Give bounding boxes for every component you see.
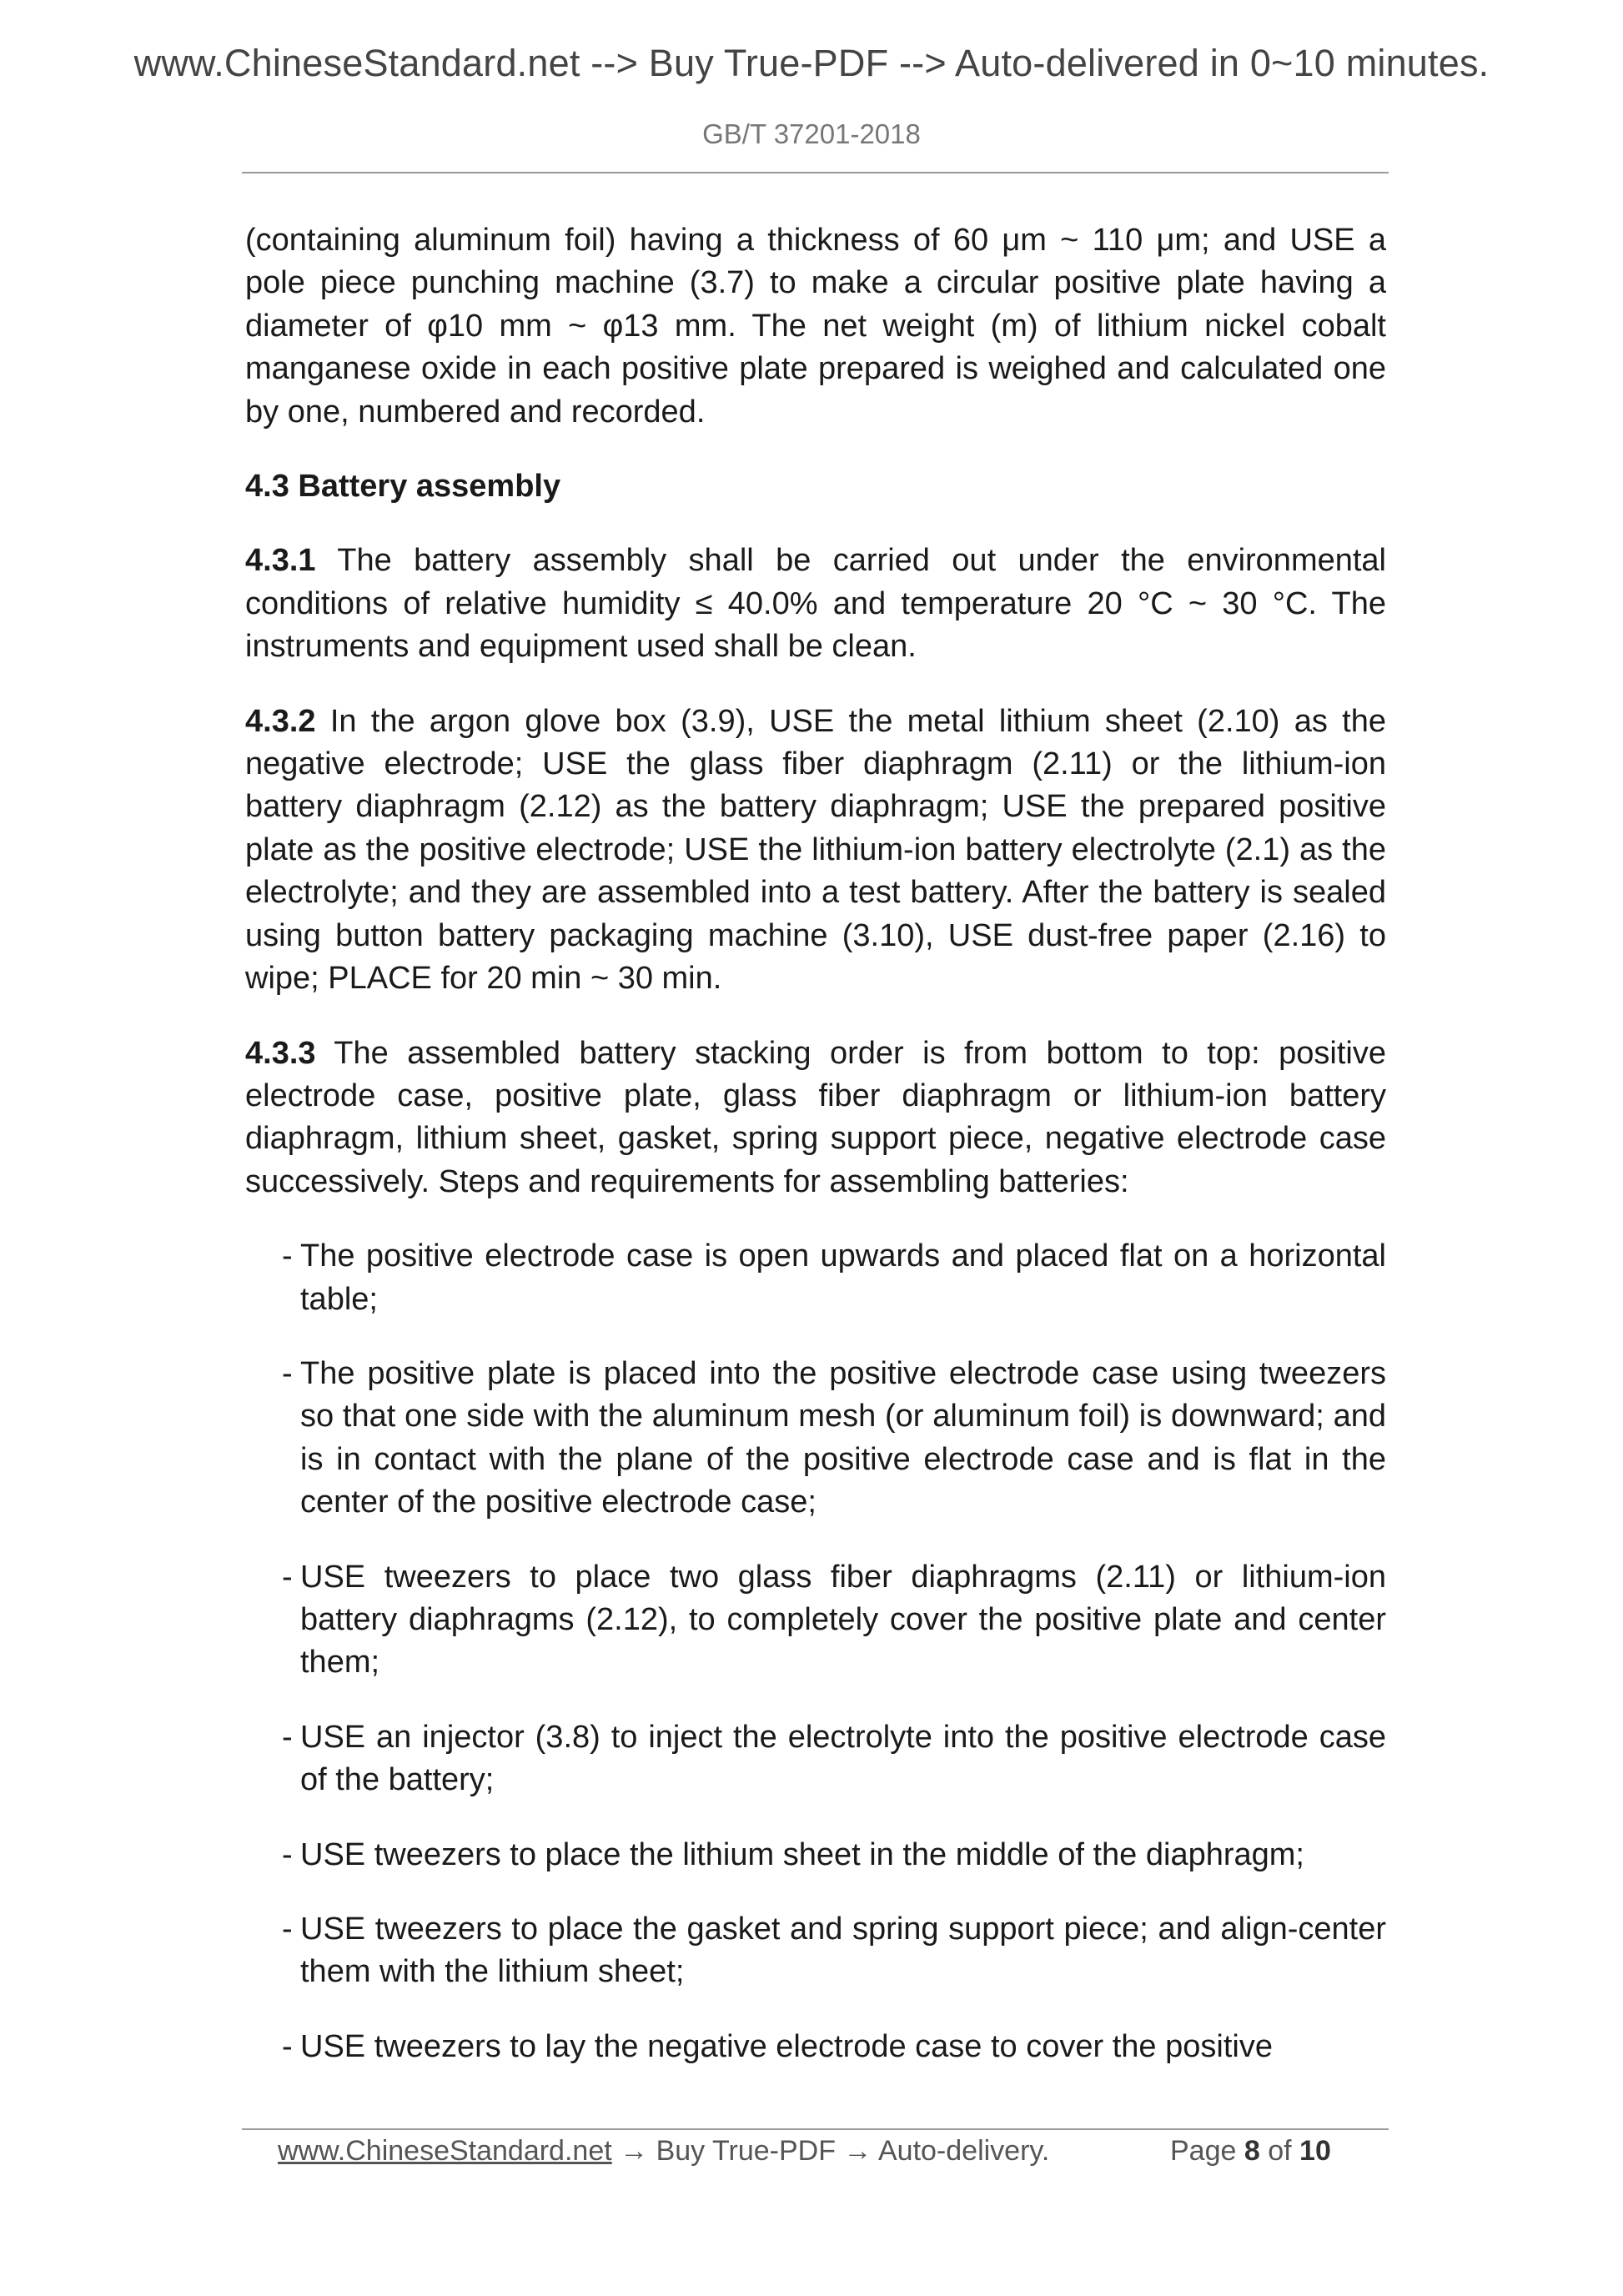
list-item (282, 1834, 1386, 1876)
list-item (282, 1908, 1386, 1994)
step-text: USE an injector (3.8) to inject the electrolyte into the positive electrode case of the battery; (300, 1719, 1386, 1798)
header-divider (242, 172, 1389, 173)
list-item (282, 2026, 1386, 2068)
list-marker: - (282, 2028, 293, 2064)
step-text: USE tweezers to lay the negative electrode case to cover the positive (300, 2028, 1273, 2064)
list-marker: - (282, 1836, 293, 1872)
assembly-steps-list (282, 1235, 1386, 2068)
step-text: USE tweezers to place two glass fiber diaphragms (2.11) or lithium-ion battery diaphragms (2.12), to completely cover the positive plate and center them; (300, 1559, 1386, 1681)
clause-number: 4.3.3 (245, 1035, 316, 1071)
clause-text: In the argon glove box (3.9), USE the metal lithium sheet (2.10) as the negative electrode; USE the glass fiber diaphragm (2.11) or the lithium-ion battery diaphragm (2.12) as the battery diaphragm; USE the prepared positive plate as the positive electrode; USE the lithium-ion battery electrolyte (2.1) as the electrolyte; and they are assembled into a test battery. After the battery is sealed using button battery packaging machine (3.10), USE dust-free paper (2.16) to wipe; PLACE for 20 min ~ 30 min. (245, 703, 1386, 997)
page-word: Page (1170, 2135, 1237, 2167)
top-banner: www.ChineseStandard.net --> Buy True-PDF --> Auto-delivered in 0~10 minutes. (133, 42, 1490, 84)
step-text: The positive electrode case is open upwards and placed flat on a horizontal table; (300, 1238, 1386, 1317)
footer-divider (242, 2128, 1389, 2130)
page-total: 10 (1299, 2135, 1331, 2167)
list-marker: - (282, 1355, 293, 1391)
clause-number: 4.3.1 (245, 543, 316, 579)
list-marker: - (282, 1559, 293, 1595)
page-current: 8 (1244, 2135, 1260, 2167)
list-item (282, 1556, 1386, 1685)
clause-text: The assembled battery stacking order is from bottom to top: positive electrode case, positive plate, glass fiber diaphragm or lithium-ion battery diaphragm, lithium sheet, gasket, spring support piece, negative electrode case successively. Steps and requirements for assembling batteries: (245, 1035, 1386, 1199)
of-word: of (1268, 2135, 1292, 2167)
footer-site-link[interactable]: www.ChineseStandard.net (278, 2135, 612, 2167)
intro-paragraph: (containing aluminum foil) having a thickness of 60 μm ~ 110 μm; and USE a pole piece punching machine (3.7) to make a circular positive plate having a diameter of φ10 mm ~ φ13 mm. The net weight (m) of lithium nickel cobalt manganese oxide in each positive plate prepared is weighed and calculated one by one, numbered and recorded. (245, 223, 1386, 430)
clause-4-3-3 (245, 1032, 1386, 1204)
footer-tagline: → Buy True-PDF → Auto-delivery. (611, 2135, 1050, 2167)
list-marker: - (282, 1912, 293, 1947)
list-item (282, 1235, 1386, 1321)
list-marker: - (282, 1719, 293, 1755)
list-item (282, 1353, 1386, 1525)
list-marker: - (282, 1238, 293, 1274)
list-item (282, 1716, 1386, 1802)
step-text: The positive plate is placed into the positive electrode case using tweezers so that one side with the aluminum mesh (or aluminum foil) is downward; and is in contact with the plane of the positive electrode case and is flat in the center of the positive electrode case; (300, 1355, 1386, 1520)
page-indicator (1170, 2135, 1331, 2168)
section-heading: 4.3 Battery assembly (245, 469, 561, 505)
document-body (245, 219, 1386, 2100)
document-code: GB/T 37201-2018 (702, 118, 921, 149)
step-text: USE tweezers to place the gasket and spring support piece; and align-center them with the lithium sheet; (300, 1912, 1386, 1990)
step-text: USE tweezers to place the lithium sheet in the middle of the diaphragm; (300, 1836, 1304, 1872)
clause-4-3-1 (245, 540, 1386, 668)
clause-number: 4.3.2 (245, 703, 316, 739)
page-footer (278, 2135, 1362, 2168)
clause-text: The battery assembly shall be carried out under the environmental conditions of relative humidity ≤ 40.0% and temperature 20 °C ~ 30 °C. The instruments and equipment used shall be clean. (245, 543, 1386, 665)
clause-4-3-2 (245, 701, 1386, 1001)
